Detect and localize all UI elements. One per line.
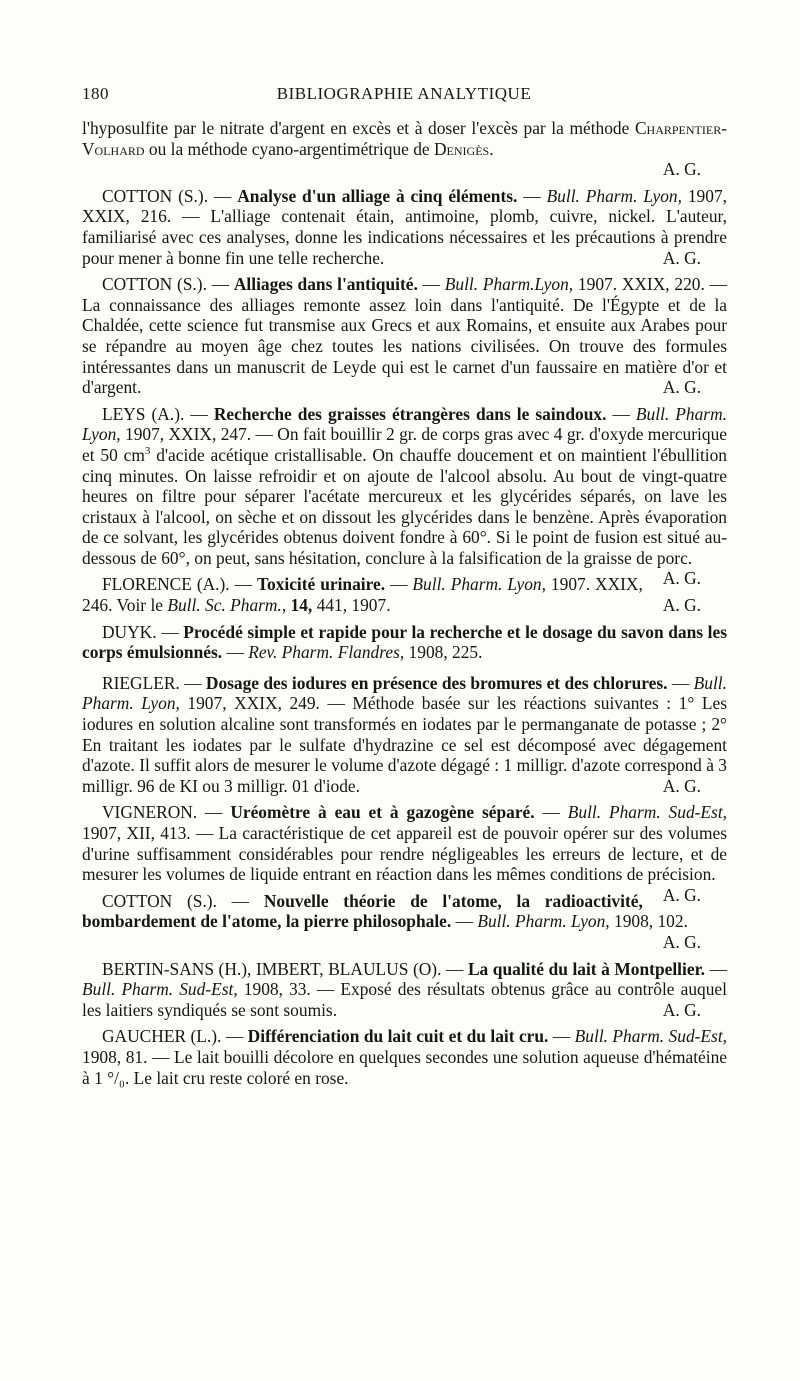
entry-title: Dosage des iodures en présence des bromures et des chlorures. [205, 672, 668, 693]
separator: — [534, 802, 568, 823]
entry-journal: Bull. Pharm. Sud-Est, [574, 1026, 728, 1047]
separator: — [441, 958, 468, 979]
separator: — [197, 802, 231, 823]
entry-volume: 14, [286, 595, 313, 616]
entry-title: Nouvelle théorie de l'atome, la radioactivité, bombardement de l'atome, la pierre philosophale. [82, 890, 643, 932]
entry-journal: Bull. Pharm. Lyon, [82, 403, 727, 445]
signature: A. G. [662, 931, 701, 952]
entry-reference: 1908, 225. [404, 642, 483, 663]
entry-title: Recherche des graisses étrangères dans le saindoux. [213, 403, 607, 424]
bibliography-entry [82, 1026, 727, 1088]
bibliography-entry [82, 274, 727, 398]
separator: — [451, 911, 478, 932]
entry-author: LEYS (A.). [102, 403, 185, 424]
entry-title: Uréomètre à eau et à gazogène séparé. [230, 802, 535, 823]
signature: A. G. [662, 568, 701, 589]
entry-continuation [82, 118, 727, 180]
entry-body [82, 622, 727, 663]
entry-journal: Bull. Sc. Pharm., [167, 595, 287, 616]
superscript: 3 [144, 445, 151, 458]
entry-journal: Bull. Pharm. Lyon, [477, 911, 610, 932]
separator: — [208, 185, 238, 206]
separator: — [206, 274, 234, 295]
entry-reference: 1908, 33. — [237, 979, 335, 1000]
signature: A. G. [662, 377, 701, 398]
separator: — [222, 642, 249, 663]
bibliography-list [82, 118, 727, 1094]
bibliography-entry [82, 622, 727, 663]
entry-reference: 1908, 81. — [82, 1046, 170, 1067]
bibliography-entry [82, 673, 727, 797]
entry-title: Différenciation du lait cuit et du lait cru. [247, 1026, 549, 1047]
bibliography-entry [82, 959, 727, 1021]
separator: — [184, 403, 214, 424]
entry-reference: 1907. XXIX, 246. Voir le [82, 574, 643, 616]
bibliography-entry [82, 574, 727, 615]
running-title: BIBLIOGRAPHIE ANALYTIQUE [276, 84, 532, 103]
bibliography-entry [82, 186, 727, 268]
page-number: 180 [82, 84, 109, 103]
entry-author: COTTON (S.). [102, 890, 217, 911]
entry-reference: 1908, 102. [609, 911, 688, 932]
entry-title: Alliages dans l'antiquité. [233, 274, 418, 295]
entry-body [82, 1026, 727, 1088]
entry-reference: 1907, XXIX, 247. — [120, 424, 273, 445]
bibliography-entry [82, 891, 727, 953]
signature: A. G. [662, 884, 701, 905]
entry-journal: Rev. Pharm. Flandres, [248, 642, 405, 663]
entry-author: DUYK. [102, 621, 157, 642]
signature: A. G. [662, 595, 701, 616]
body-text: l'hyposulfite par le nitrate d'argent en excès et à doser l'excès par la méthode [82, 118, 635, 138]
entry-title: Toxicité urinaire. [256, 574, 386, 595]
entry-abstract: Exposé des résultats obtenus grâce au contrôle auquel les laitiers syndiqués se sont soumis. [82, 979, 727, 1020]
entry-reference: 1907, XII, 413. — [82, 823, 214, 843]
entry-author: RIEGLER. [102, 672, 180, 693]
entry-body [82, 274, 727, 398]
entry-body [82, 891, 727, 932]
entry-body [82, 574, 727, 615]
signature: A. G. [662, 247, 701, 268]
entry-journal: Bull. Pharm.Lyon, [444, 274, 574, 295]
entry-reference: 1907. XXIX, 220. — [573, 274, 727, 295]
entry-body [82, 673, 727, 797]
entry-abstract: La connaissance des alliages remonte assez loin dans l'antiquité. De l'Égypte et de la Chaldée, cette science fut transmise aux Grecs et aux Romains, et ensuite aux Arabes pour se répandre au moyen âge chez toutes les nations civilisées. On trouve des formules intéressantes dans un manuscrit de Leyde qui est le carnet d'un faussaire en matière d'or et d'argent. [82, 294, 727, 398]
entry-journal: Bull. Pharm. Lyon, [412, 574, 546, 595]
signature: A. G. [662, 775, 701, 796]
entry-reference: 1907, XXIX, 249. — [179, 693, 345, 714]
entry-journal: Bull. Pharm. Lyon, [546, 185, 682, 206]
entry-journal: Bull. Pharm. Sud-Est, [82, 979, 238, 1000]
entry-abstract: Le lait bouilli décolore en quelques secondes une solution aqueuse d'hématéine à 1 °/₀. Le lait cru reste coloré en rose. [82, 1046, 727, 1088]
separator: — [221, 1026, 248, 1047]
entry-journal: Bull. Pharm. Sud-Est, [567, 802, 727, 823]
author-name: Denigès [433, 138, 490, 159]
separator: — [606, 403, 636, 424]
entry-title: Procédé simple et rapide pour la recherche et le dosage du savon dans les corps émulsionnés. [82, 621, 727, 663]
separator: — [385, 574, 413, 595]
entry-reference: 441, 1907. [312, 595, 391, 616]
entry-title: Analyse d'un alliage à cinq éléments. [237, 185, 518, 206]
page-header [82, 84, 726, 110]
entry-abstract: d'acide acétique cristallisable. On chauffe doucement et on maintient l'ébullition cinq minutes. On laisse refroidir et on ajoute de l'alcool absolu. Au bout de vingt-quatre heures on filtre pour séparer l'acétate mercureux et les glycérides séparés, on lave les cristaux à l'alcool, on sèche et on dissout les glycérides dans le benzène. Après évaporation de ce solvant, les glycérides obtenus doivent fondre à 60°. Si le point de fusion est situé au-dessous de 60°, on peut, sans hésitation, conclure à la falsification de la graisse de porc. [82, 444, 727, 568]
entry-abstract: La caractéristique de cet appareil est de pouvoir opérer sur des volumes d'urine suffisamment considérables pour rendre négligeables les erreurs de lecture, et de mesurer les volumes de liquide entrant en réaction dans les mêmes conditions de précision. [82, 823, 727, 885]
entry-journal: Bull. Pharm. Lyon, [82, 672, 727, 714]
entry-body [82, 959, 727, 1021]
entry-abstract: Méthode basée sur les réactions suivantes : 1° Les iodures en solution alcaline sont transformés en iodates par le permanganate de potasse ; 2° En traitant les iodates par le sulfate d'hydrazine ce sel est décomposé avec dégagement d'azote. Il suffit alors de mesurer le volume d'azote dégagé : 1 milligr. d'azote correspond à 3 milligr. 96 de KI ou 3 milligr. 01 d'iode. [82, 693, 727, 796]
entry-abstract: On fait bouillir 2 gr. de corps gras avec 4 gr. d'oxyde mercurique et 50 cm [82, 424, 727, 465]
entry-author: COTTON (S.). [102, 274, 207, 295]
body-text: . [489, 138, 494, 159]
separator: — [517, 185, 547, 206]
author-name: Charpentier-Volhard [82, 118, 727, 159]
signature: A. G. [662, 159, 701, 180]
entry-title: La qualité du lait à Montpellier. [467, 958, 706, 979]
entry-author: VIGNERON. [102, 802, 198, 823]
entry-body [82, 118, 727, 159]
entry-author: BERTIN-SANS (H.), IMBERT, BLAULUS (O). [102, 958, 442, 979]
separator: — [229, 574, 257, 595]
separator: — [548, 1026, 575, 1047]
entry-author: COTTON (S.). [102, 185, 209, 206]
separator: — [705, 958, 727, 979]
separator: — [156, 621, 184, 642]
separator: — [417, 274, 445, 295]
entry-author: GAUCHER (L.). [102, 1026, 222, 1047]
body-text: ou la méthode cyano-argentimétrique de [144, 138, 434, 159]
entry-abstract: L'alliage contenait étain, antimoine, plomb, cuivre, nickel. L'auteur, familiarisé avec ces analyses, donne les indications nécessaires et les précautions à prendre pour mener à bonne fin une telle recherche. [82, 206, 727, 268]
separator: — [667, 672, 694, 693]
entry-body [82, 186, 727, 268]
entry-reference: 1907, XXIX, 216. — [82, 185, 727, 227]
signature: A. G. [662, 999, 701, 1020]
entry-author: FLORENCE (A.). [102, 574, 230, 595]
separator: — [216, 890, 264, 911]
separator: — [179, 672, 206, 693]
